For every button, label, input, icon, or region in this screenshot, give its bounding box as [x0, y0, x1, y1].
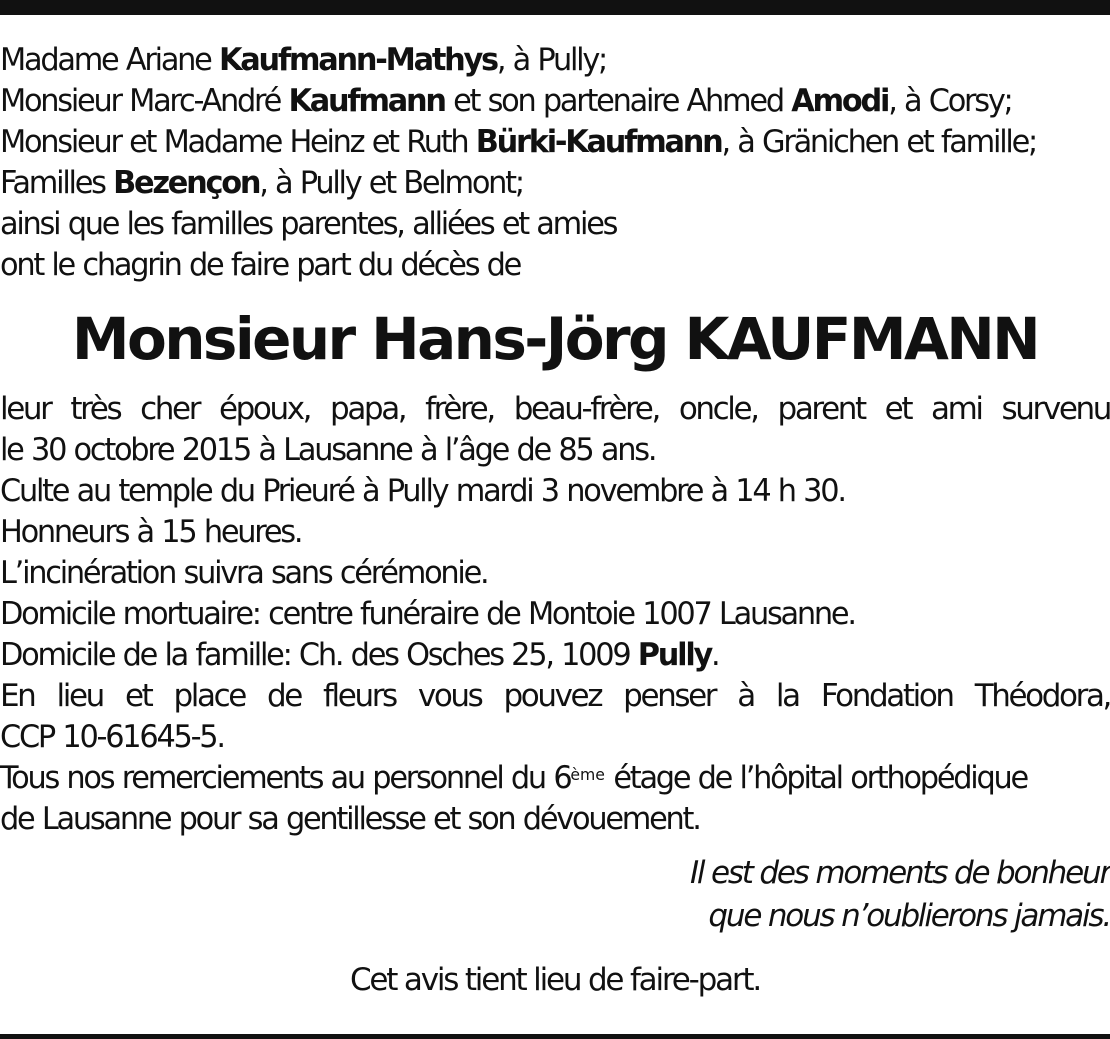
bottom-rule	[0, 1034, 1110, 1039]
detail-line: leur très cher époux, papa, frère, beau-frère, oncle, parent et ami survenu	[0, 391, 1110, 427]
thanks-line: Tous nos remerciements au personnel du 6ème étage de l’hôpital orthopédique	[0, 760, 1027, 796]
mourner-name: Kaufmann-Mathys	[219, 42, 497, 78]
obituary-notice	[0, 40, 1110, 1001]
donation-line: En lieu et place de fleurs vous pouvez penser à la Fondation Théodora,	[0, 678, 1110, 714]
notice-details	[0, 389, 1110, 840]
closing-note: Cet avis tient lieu de faire-part.	[349, 962, 761, 998]
mourner-line: Monsieur et Madame Heinz et Ruth Bürki-Kaufmann, à Gränichen et famille;	[0, 124, 1036, 160]
mourner-name: Bürki-Kaufmann	[475, 124, 722, 160]
announcement-line: ont le chagrin de faire part du décès de	[0, 247, 521, 283]
family-address-line: Domicile de la famille: Ch. des Osches 25, 1009 Pully.	[0, 637, 719, 673]
donation-account-line: CCP 10-61645-5.	[0, 719, 224, 755]
mourner-line: Monsieur Marc-André Kaufmann et son partenaire Ahmed Amodi, à Corsy;	[0, 83, 1012, 119]
thanks-line: de Lausanne pour sa gentillesse et son dévouement.	[0, 801, 700, 837]
mourner-line: Madame Ariane Kaufmann-Mathys, à Pully;	[0, 42, 607, 78]
detail-line: le 30 octobre 2015 à Lausanne à l’âge de 85 ans.	[0, 432, 656, 468]
mortuary-line: Domicile mortuaire: centre funéraire de Montoie 1007 Lausanne.	[0, 596, 855, 632]
honours-line: Honneurs à 15 heures.	[0, 514, 302, 550]
mourner-line: Familles Bezençon, à Pully et Belmont;	[0, 165, 523, 201]
motto-line: Il est des moments de bonheur	[689, 855, 1110, 891]
cremation-line: L’incinération suivra sans cérémonie.	[0, 555, 488, 591]
deceased-name: Monsieur Hans-Jörg KAUFMANN	[71, 305, 1039, 373]
motto	[0, 852, 1110, 938]
mourner-name: Amodi	[791, 83, 889, 119]
service-line: Culte au temple du Prieuré à Pully mardi 3 novembre à 14 h 30.	[0, 473, 845, 509]
top-rule	[0, 0, 1110, 15]
mourner-name: Kaufmann	[288, 83, 445, 119]
mourner-line: ainsi que les familles parentes, alliées et amies	[0, 206, 617, 242]
mourner-name: Bezençon	[113, 165, 260, 201]
motto-line: que nous n’oublierons jamais.	[708, 898, 1110, 934]
